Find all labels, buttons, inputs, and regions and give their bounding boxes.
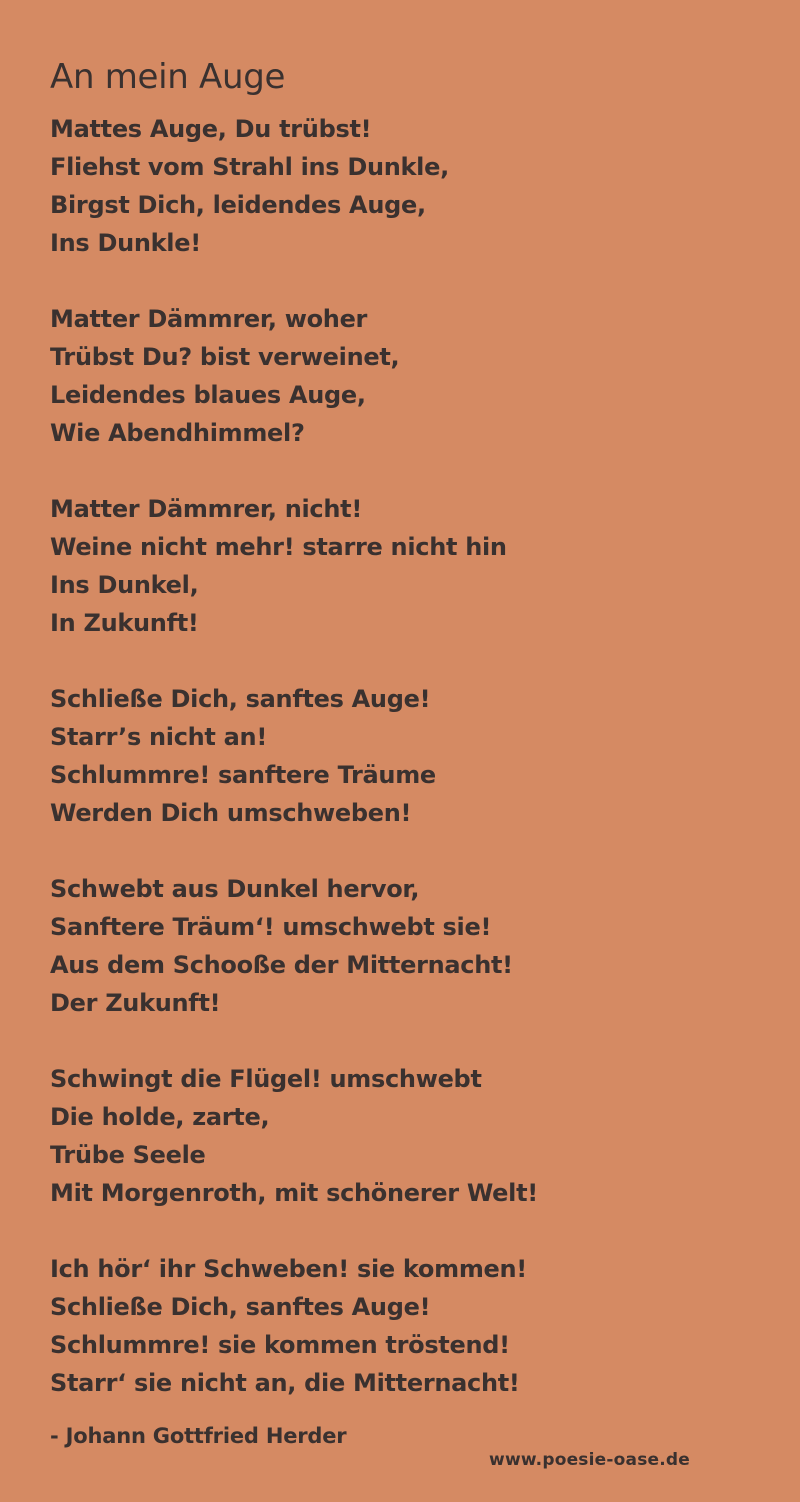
stanza-2	[50, 300, 750, 452]
poem-line: Mit Morgenroth, mit schönerer Welt!	[50, 1179, 538, 1207]
poem-line: Schwebt aus Dunkel hervor,	[50, 875, 420, 903]
poem-line: Trübst Du? bist verweinet,	[50, 343, 400, 371]
poem-author: - Johann Gottfried Herder	[50, 1424, 347, 1448]
poem-line: Trübe Seele	[50, 1141, 206, 1169]
poem-line: Schließe Dich, sanftes Auge!	[50, 1293, 431, 1321]
stanza-5	[50, 870, 750, 1022]
poem-line: Matter Dämmrer, nicht!	[50, 495, 362, 523]
poem-line: Schlummre! sanftere Träume	[50, 761, 436, 789]
poem-line: In Zukunft!	[50, 609, 199, 637]
poem-line: Mattes Auge, Du trübst!	[50, 115, 372, 143]
poem-line: Starr’s nicht an!	[50, 723, 267, 751]
poem-title: An mein Auge	[50, 57, 286, 97]
poem-line: Aus dem Schooße der Mitternacht!	[50, 951, 513, 979]
poem-line: Fliehst vom Strahl ins Dunkle,	[50, 153, 449, 181]
poem-line: Birgst Dich, leidendes Auge,	[50, 191, 426, 219]
poem-line: Der Zukunft!	[50, 989, 221, 1017]
poem-line: Sanftere Träum‘! umschwebt sie!	[50, 913, 492, 941]
poem-line: Werden Dich umschweben!	[50, 799, 412, 827]
poem-line: Leidendes blaues Auge,	[50, 381, 366, 409]
poem-line: Wie Abendhimmel?	[50, 419, 305, 447]
stanza-1	[50, 110, 750, 262]
poem-line: Die holde, zarte,	[50, 1103, 270, 1131]
poem-line: Starr‘ sie nicht an, die Mitternacht!	[50, 1369, 520, 1397]
poem-line: Schlummre! sie kommen tröstend!	[50, 1331, 510, 1359]
poem-line: Schließe Dich, sanftes Auge!	[50, 685, 431, 713]
stanza-4	[50, 680, 750, 832]
poem-line: Ins Dunkel,	[50, 571, 199, 599]
poem-line: Ich hör‘ ihr Schweben! sie kommen!	[50, 1255, 527, 1283]
poem-line: Weine nicht mehr! starre nicht hin	[50, 533, 507, 561]
stanza-7	[50, 1250, 750, 1402]
poem-line: Matter Dämmrer, woher	[50, 305, 368, 333]
website-link[interactable]: www.poesie-oase.de	[489, 1450, 690, 1470]
poem-line: Ins Dunkle!	[50, 229, 201, 257]
stanza-6	[50, 1060, 750, 1212]
poem-line: Schwingt die Flügel! umschwebt	[50, 1065, 482, 1093]
stanza-3	[50, 490, 750, 642]
poem-container	[50, 56, 750, 1440]
